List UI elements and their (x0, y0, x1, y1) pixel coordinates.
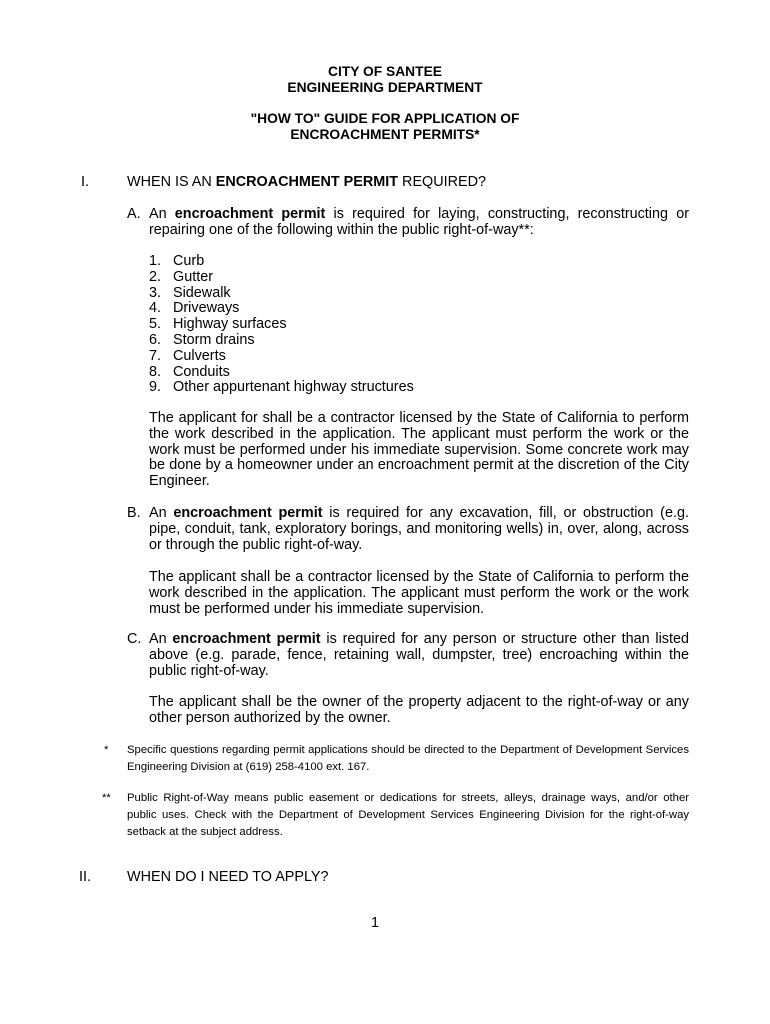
part-c-letter: C. (127, 631, 142, 647)
footnote-1-text: Specific questions regarding permit applications should be directed to the Department of Development Services Engineering Division at (619) 258-4100 ext. 167. (127, 744, 689, 773)
list-item (149, 254, 689, 270)
list-item (149, 333, 689, 349)
list-item-number: 8. (149, 363, 162, 380)
list-item-text: Gutter (173, 268, 213, 285)
title-line-1: "HOW TO" GUIDE FOR APPLICATION OF (250, 111, 520, 126)
list-item (149, 286, 689, 302)
section-1-heading: WHEN IS AN ENCROACHMENT PERMIT REQUIRED? (127, 174, 487, 190)
part-b-letter: B. (127, 505, 141, 521)
list-item-number: 2. (149, 268, 162, 285)
list-item (149, 270, 689, 286)
footnote-2-text: Public Right-of-Way means public easement or dedications for streets, alleys, drainage ways, and/or other public uses. Check with the Department of Development Services Engineering Division for the right-of-way setback at the subject address. (127, 792, 689, 838)
section-2-heading: WHEN DO I NEED TO APPLY? (127, 869, 329, 885)
footnote-1-mark: * (104, 744, 109, 756)
list-item-text: Highway surfaces (173, 316, 287, 333)
list-item-text: Culverts (173, 347, 226, 364)
list-item (149, 301, 689, 317)
list-item (149, 365, 689, 381)
list-item (149, 380, 689, 396)
required-items-list (149, 254, 689, 396)
list-item-text: Curb (173, 253, 205, 269)
list-item-number: 7. (149, 347, 162, 364)
header-department: ENGINEERING DEPARTMENT (287, 80, 483, 95)
header-city: CITY OF SANTEE (328, 64, 442, 79)
part-a-letter: A. (127, 206, 141, 222)
list-item-text: Sidewalk (173, 284, 231, 301)
title-line-2: ENCROACHMENT PERMITS* (290, 127, 480, 142)
list-item-number: 3. (149, 284, 162, 301)
list-item-text: Storm drains (173, 331, 255, 348)
list-item-text: Driveways (173, 300, 240, 317)
list-item-text: Conduits (173, 363, 230, 380)
list-item-number: 9. (149, 379, 162, 396)
section-1-numeral: I. (81, 174, 89, 190)
part-c-intro: An encroachment permit is required for any person or structure other than listed above (e.g. parade, fence, retaining wall, dumpster, tree) encroaching within the public right-of-way. (149, 631, 689, 679)
page-number: 1 (370, 915, 379, 931)
list-item-number: 4. (149, 300, 162, 317)
part-c-note: The applicant shall be the owner of the property adjacent to the right-of-way or any other person authorized by the owner. (149, 694, 689, 726)
part-b-note: The applicant shall be a contractor licensed by the State of California to perform the work described in the application. The applicant must perform the work or the work must be performed under his immediate supervision. (149, 569, 689, 617)
part-b-intro: An encroachment permit is required for any excavation, fill, or obstruction (e.g. pipe, conduit, tank, exploratory borings, and monitoring wells) in, over, along, across or through the public right-of-way. (149, 505, 689, 553)
list-item (149, 349, 689, 365)
section-2-numeral: II. (79, 869, 91, 885)
list-item-text: Other appurtenant highway structures (173, 379, 414, 396)
list-item-number: 6. (149, 331, 162, 348)
footnote-2-mark: ** (102, 792, 111, 804)
list-item (149, 317, 689, 333)
part-a-note: The applicant for shall be a contractor licensed by the State of California to perform the work described in the application. The applicant must perform the work or the work must be performed under his immediate supervision. Some concrete work may be done by a homeowner under an encroachment permit at the discretion of the City Engineer. (149, 410, 689, 490)
part-a-intro: An encroachment permit is required for laying, constructing, reconstructing or repairing one of the following within the public right-of-way**: (149, 206, 689, 238)
list-item-number: 5. (149, 316, 162, 333)
list-item-number: 1. (149, 253, 162, 269)
